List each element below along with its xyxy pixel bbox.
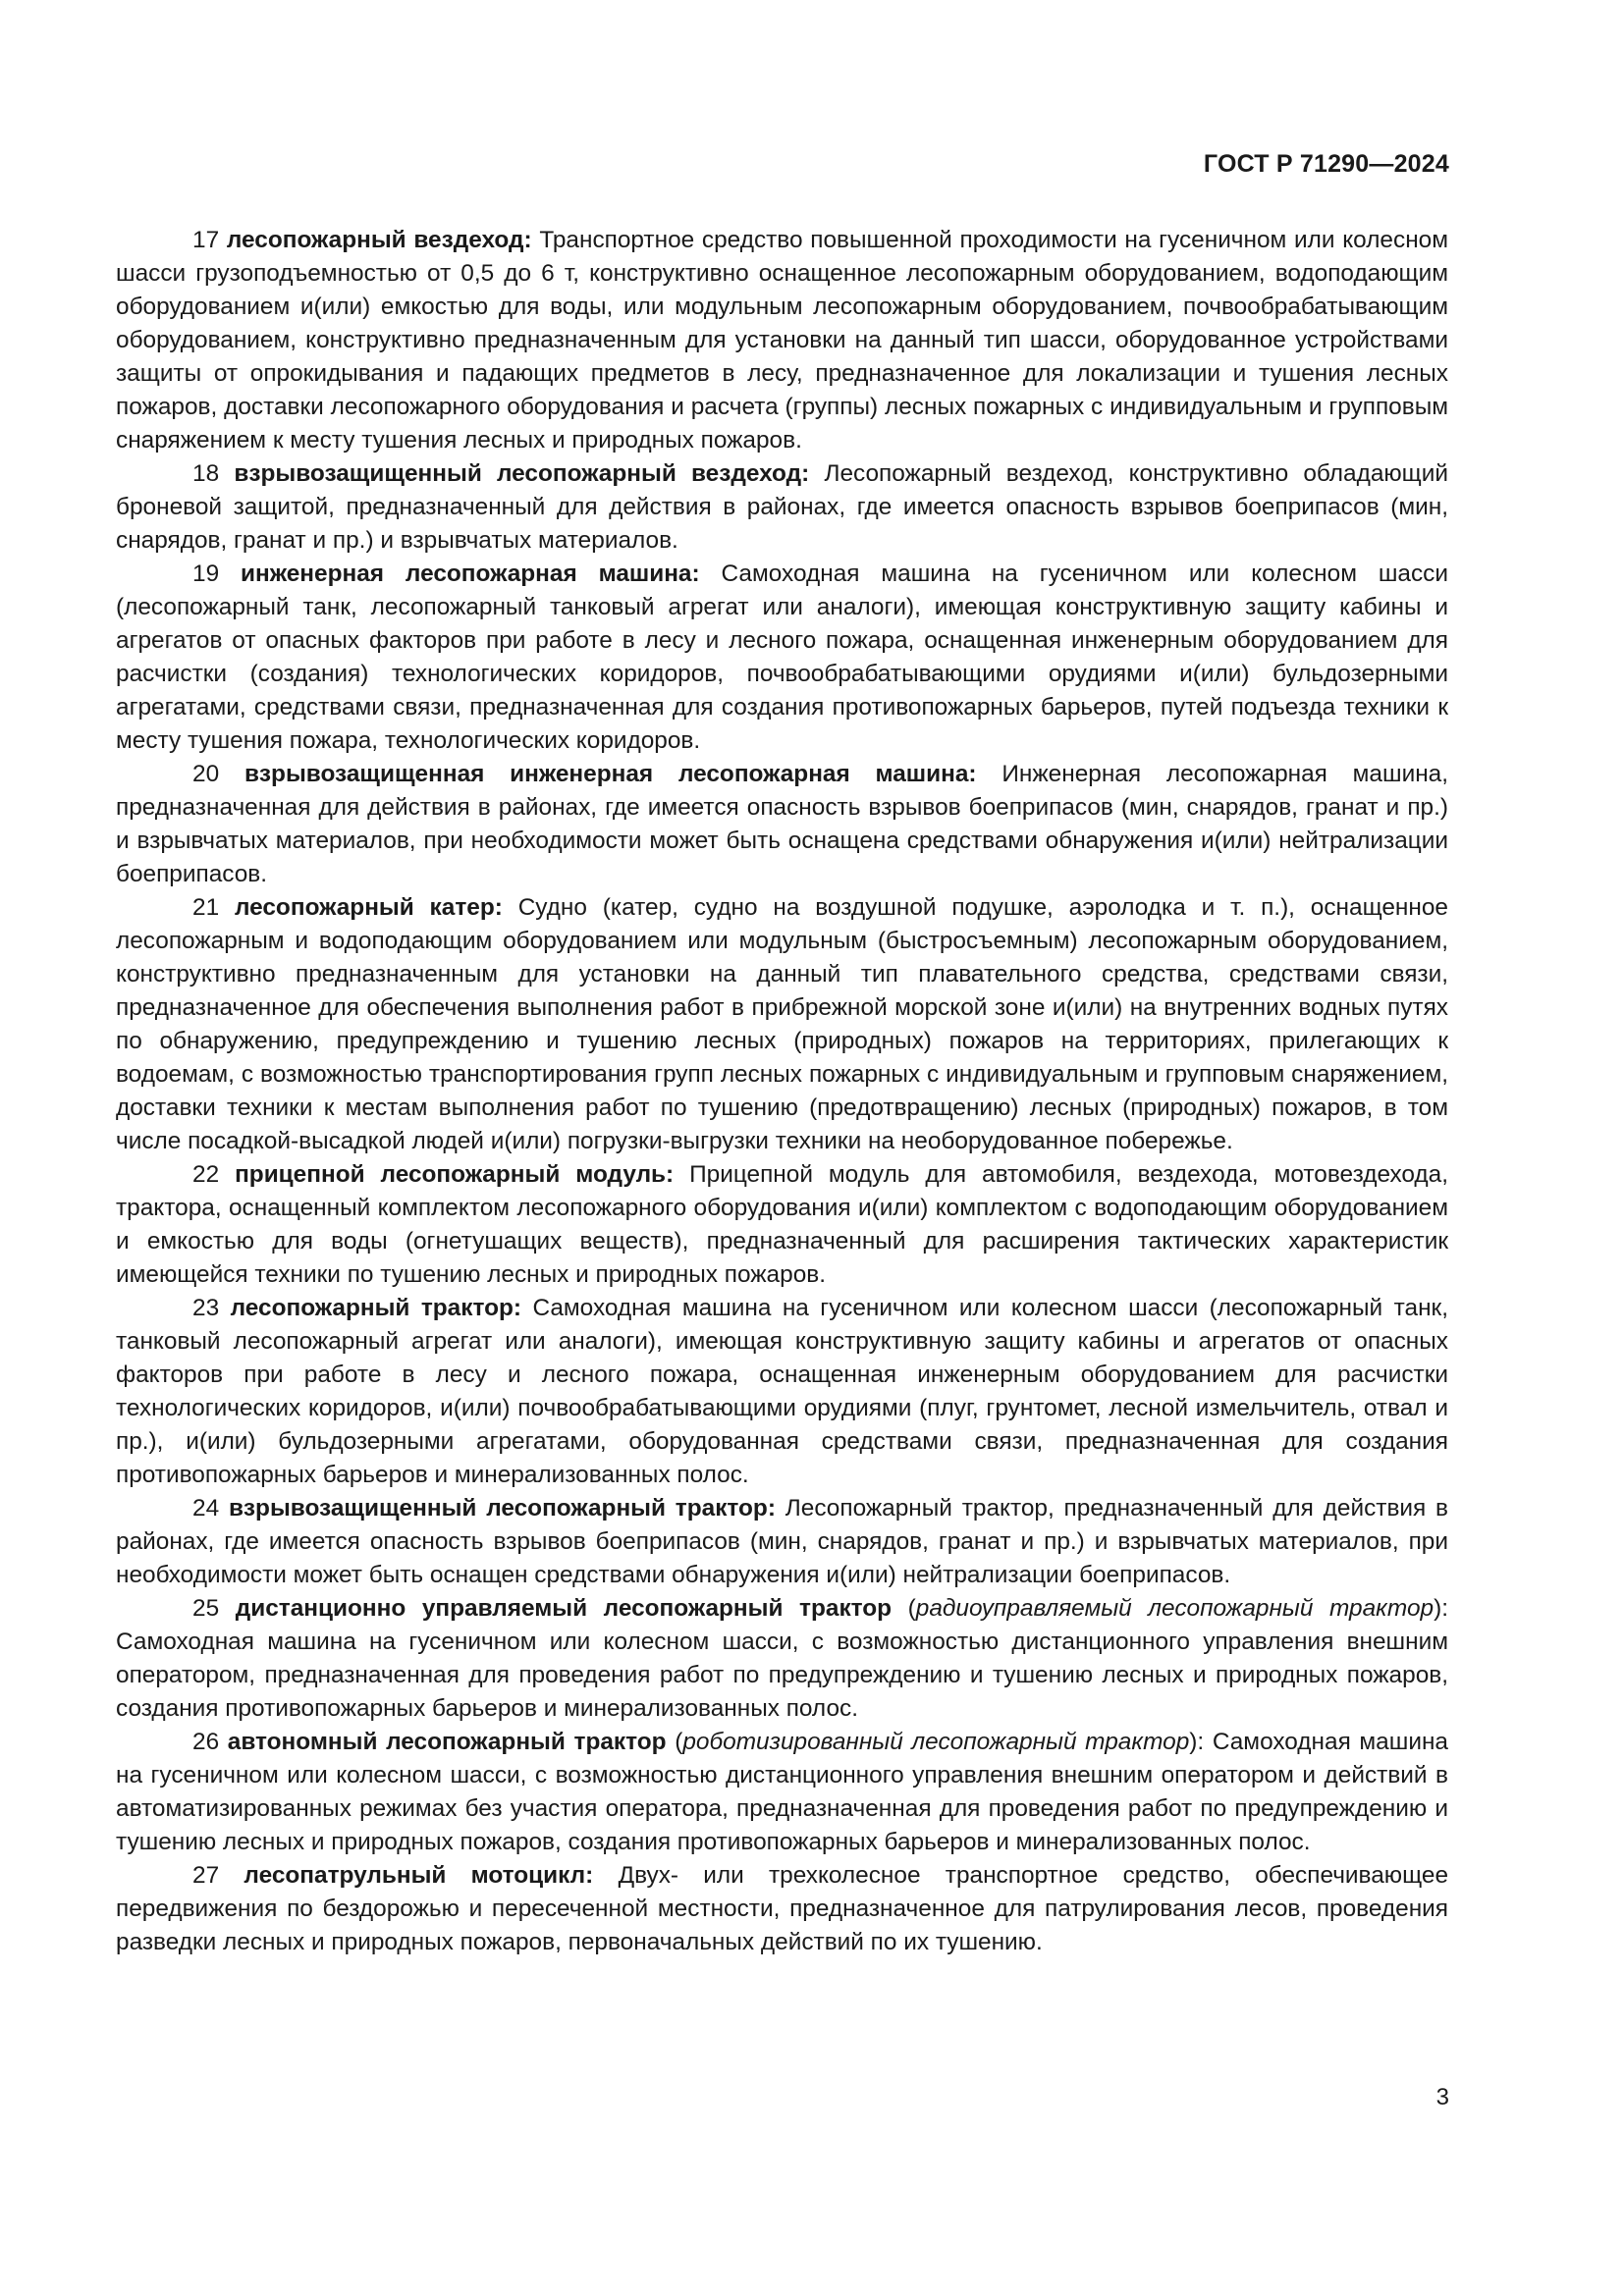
term-title: инженерная лесопожарная машина: — [241, 561, 700, 587]
term-number: 22 — [192, 1161, 220, 1188]
term-title: прицепной лесопожарный модуль: — [235, 1161, 675, 1188]
term-entry — [116, 1592, 1448, 1726]
term-paren-open: ( — [892, 1595, 916, 1622]
term-entry — [116, 1726, 1448, 1859]
term-number: 26 — [192, 1729, 220, 1755]
term-title: взрывозащищенная инженерная лесопожарная машина: — [244, 761, 977, 787]
term-entry — [116, 224, 1448, 457]
term-entry — [116, 758, 1448, 891]
term-number: 19 — [192, 561, 220, 587]
term-title: взрывозащищенный лесопожарный трактор: — [228, 1495, 776, 1522]
term-entry — [116, 1292, 1448, 1492]
term-title: дистанционно управляемый лесопожарный трактор — [235, 1595, 893, 1622]
term-definition: Транспортное средство повышенной проходимости на гусеничном или колесном шасси грузоподъемностью от 0,5 до 6 т, конструктивно оснащенное лесопожарным оборудованием, водоподающим оборудованием и(или) емкостью для воды, или модульным лесопожарным оборудованием, почвообрабатывающим оборудованием, конструктивно предназначенным для установки на данный тип шасси, оборудованное устройствами защиты от опрокидывания и падающих предметов в лесу, предназначенное для локализации и тушения лесных пожаров, доставки лесопожарного оборудования и расчета (группы) лесных пожарных с индивидуальным и групповым снаряжением к месту тушения лесных и природных пожаров. — [116, 227, 1448, 454]
term-definition: Самоходная машина на гусеничном или колесном шасси (лесопожарный танк, танковый лесопожарный агрегат или аналоги), имеющая конструктивную защиту кабины и агрегатов от опасных факторов при работе в лесу и лесного пожара, оснащенная инженерным оборудованием для расчистки технологических коридоров, и(или) почвообрабатывающими орудиями (плуг, грунтомет, лесной измельчитель, отвал и пр.), и(или) бульдозерными агрегатами, оборудованная средствами связи, предназначенная для создания противопожарных барьеров и минерализованных полос. — [116, 1295, 1448, 1488]
term-definition: Судно (катер, судно на воздушной подушке, аэролодка и т. п.), оснащенное лесопожарным и водоподающим оборудованием или модульным (быстросъемным) лесопожарным оборудованием, конструктивно предназначенным для установки на данный тип плавательного средства, средствами связи, предназначенное для обеспечения выполнения работ в прибрежной морской зоне и(или) на внутренних водных путях по обнаружению, предупреждению и тушению лесных (природных) пожаров на территориях, прилегающих к водоемам, с возможностью транспортирования групп лесных пожарных с индивидуальным и групповым снаряжением, доставки техники к местам выполнения работ по тушению (предотвращению) лесных (природных) пожаров, в том числе посадкой-высадкой людей и(или) погрузки-выгрузки техники на необорудованное побережье. — [116, 894, 1448, 1154]
term-definition: Самоходная машина на гусеничном или колесном шасси, с возможностью дистанционного управления внешним оператором и действий в автоматизированных режимах без участия оператора, предназначенная для проведения работ по предупреждению и тушению лесных и природных пожаров, создания противопожарных барьеров и минерализованных полос. — [116, 1729, 1448, 1855]
term-number: 18 — [192, 460, 220, 487]
term-definition: Инженерная лесопожарная машина, предназначенная для действия в районах, где имеется опасность взрывов боеприпасов (мин, снарядов, гранат и пр.) и взрывчатых материалов, при необходимости может быть оснащена средствами обнаружения и(или) нейтрализации боеприпасов. — [116, 761, 1449, 887]
term-entry — [116, 891, 1448, 1158]
term-number: 27 — [192, 1862, 220, 1889]
term-title: лесопожарный катер: — [234, 894, 503, 921]
term-number: 17 — [192, 227, 220, 253]
term-entry — [116, 558, 1448, 758]
term-definition: Самоходная машина на гусеничном или колесном шасси (лесопожарный танк, лесопожарный танковый агрегат или аналоги), имеющая конструктивную защиту кабины и агрегатов от опасных факторов при работе в лесу и лесного пожара, оснащенная инженерным оборудованием для расчистки (создания) технологических коридоров, почвообрабатывающими орудиями и(или) бульдозерными агрегатами, средствами связи, предназначенная для создания противопожарных барьеров, путей подъезда техники к месту тушения пожара, технологических коридоров. — [116, 561, 1449, 754]
term-definition: Лесопожарный вездеход, конструктивно обладающий броневой защитой, предназначенный для действия в районах, где имеется опасность взрывов боеприпасов (мин, снарядов, гранат и пр.) и взрывчатых материалов. — [116, 460, 1448, 554]
terms-list — [116, 224, 1448, 1959]
term-paren-close: ): — [1189, 1729, 1205, 1755]
term-number: 23 — [192, 1295, 220, 1321]
term-title: лесопатрульный мотоцикл: — [244, 1862, 594, 1889]
term-number: 24 — [192, 1495, 220, 1522]
term-paren-open: ( — [666, 1729, 683, 1755]
term-number: 25 — [192, 1595, 220, 1622]
term-entry — [116, 1492, 1448, 1592]
term-synonym: роботизированный лесопожарный трактор — [682, 1729, 1190, 1755]
term-title: лесопожарный вездеход: — [226, 227, 532, 253]
term-number: 21 — [192, 894, 220, 921]
term-paren-close: ): — [1434, 1595, 1449, 1622]
standard-header: ГОСТ Р 71290—2024 — [1203, 150, 1449, 178]
term-definition: Прицепной модуль для автомобиля, вездехода, мотовездехода, трактора, оснащенный комплектом лесопожарного оборудования и(или) комплектом с водоподающим оборудованием и емкостью для воды (огнетушащих веществ), предназначенный для расширения тактических характеристик имеющейся техники по тушению лесных и природных пожаров. — [116, 1161, 1448, 1288]
term-definition: Двух- или трехколесное транспортное средство, обеспечивающее передвижения по бездорожью и пересеченной местности, предназначенное для патрулирования лесов, проведения разведки лесных и природных пожаров, первоначальных действий по их тушению. — [116, 1862, 1449, 1955]
page-number: 3 — [1435, 2084, 1449, 2110]
term-title: автономный лесопожарный трактор — [227, 1729, 667, 1755]
term-number: 20 — [192, 761, 220, 787]
term-definition: Лесопожарный трактор, предназначенный для действия в районах, где имеется опасность взрывов боеприпасов (мин, снарядов, гранат и пр.) и взрывчатых материалов, при необходимости может быть оснащен средствами обнаружения и(или) нейтрализации боеприпасов. — [116, 1495, 1448, 1588]
term-definition: Самоходная машина на гусеничном или колесном шасси, с возможностью дистанционного управления внешним оператором, предназначенная для проведения работ по предупреждению и тушению лесных и природных пожаров, создания противопожарных барьеров и минерализованных полос. — [116, 1629, 1448, 1722]
term-title: лесопожарный трактор: — [230, 1295, 521, 1321]
term-title: взрывозащищенный лесопожарный вездеход: — [234, 460, 810, 487]
term-synonym: радиоуправляемый лесопожарный трактор — [915, 1595, 1435, 1622]
term-entry — [116, 1158, 1448, 1292]
term-entry — [116, 457, 1448, 558]
term-entry — [116, 1859, 1448, 1959]
